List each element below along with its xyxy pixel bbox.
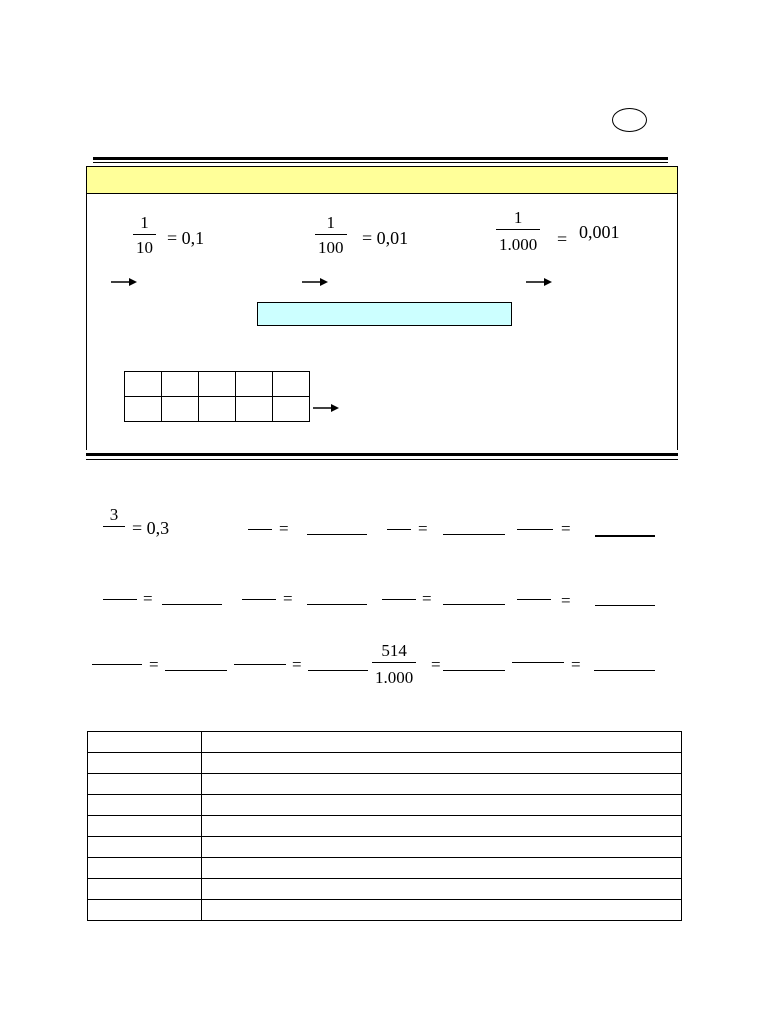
table-row	[88, 795, 682, 816]
table-cell	[88, 900, 202, 921]
decimal-result: = 0,1	[167, 228, 205, 248]
place-value-grid	[124, 371, 310, 422]
top-rule-thin	[93, 162, 668, 163]
fraction-bar	[517, 599, 551, 600]
grid-cell	[199, 397, 236, 422]
table-cell	[202, 858, 682, 879]
fraction-bar	[242, 599, 276, 600]
equals-sign: =	[418, 519, 428, 538]
table-row	[88, 753, 682, 774]
grid-cell	[162, 372, 199, 397]
arrow-right-icon	[313, 403, 339, 413]
table-row	[88, 837, 682, 858]
table-cell	[202, 900, 682, 921]
equals-sign: =	[279, 519, 289, 538]
table-cell	[88, 732, 202, 753]
answer-line	[307, 604, 367, 605]
fraction-bar	[234, 664, 286, 665]
grid-cell	[273, 397, 310, 422]
fraction-one-thousandth	[496, 209, 540, 253]
table-row	[88, 900, 682, 921]
fraction-numerator: 3	[109, 505, 119, 524]
fraction-numerator: 1	[513, 208, 523, 227]
top-rule-thick	[93, 157, 668, 160]
answer-line	[443, 534, 505, 535]
equals-sign: =	[283, 589, 293, 608]
answer-line	[595, 605, 655, 606]
answer-table	[87, 731, 682, 921]
fraction-bar	[387, 529, 411, 530]
fraction-denominator: 1.000	[499, 235, 538, 254]
fraction-denominator: 1.000	[375, 668, 414, 687]
equals-sign: =	[561, 591, 571, 610]
given-fraction	[372, 642, 416, 686]
table-cell	[202, 879, 682, 900]
equals-sign: =	[292, 655, 302, 674]
table-cell	[88, 858, 202, 879]
arrow-right-icon	[526, 277, 552, 287]
table-cell	[88, 837, 202, 858]
table-cell	[88, 879, 202, 900]
table-cell	[202, 837, 682, 858]
fraction-numerator: 514	[381, 641, 407, 660]
table-row	[125, 397, 310, 422]
table-cell	[88, 753, 202, 774]
grid-cell	[125, 397, 162, 422]
box-bottom-rule-thin	[86, 459, 678, 460]
answer-line	[165, 670, 227, 671]
fraction-one-tenth	[133, 214, 156, 256]
answer-line	[307, 534, 367, 535]
table-cell	[88, 795, 202, 816]
table-row	[88, 774, 682, 795]
grid-cell	[273, 372, 310, 397]
table-cell	[202, 732, 682, 753]
fraction-denominator: 100	[318, 238, 344, 257]
equals-sign: =	[431, 655, 441, 674]
fraction-denominator	[111, 527, 117, 531]
equals-sign: =	[561, 519, 571, 538]
table-row	[88, 732, 682, 753]
table-cell	[202, 795, 682, 816]
table-cell	[88, 774, 202, 795]
equals-sign: =	[143, 589, 153, 608]
fraction-numerator: 1	[326, 213, 335, 232]
decimal-result: 0,001	[579, 222, 620, 242]
decimal-result: = 0,01	[362, 228, 409, 248]
example-fraction	[103, 506, 125, 531]
table-row	[88, 858, 682, 879]
grid-cell	[125, 372, 162, 397]
equals-sign: =	[571, 655, 581, 674]
equals-sign: =	[149, 655, 159, 674]
answer-line	[594, 670, 655, 671]
box-bottom-rule-thick	[86, 453, 678, 456]
equals-sign: =	[557, 229, 568, 249]
grid-cell	[236, 372, 273, 397]
fraction-bar	[92, 664, 142, 665]
fraction-denominator: 10	[136, 238, 153, 257]
table-row	[88, 816, 682, 837]
answer-line	[443, 604, 505, 605]
fraction-numerator: 1	[140, 213, 149, 232]
table-cell	[202, 774, 682, 795]
arrow-right-icon	[111, 277, 137, 287]
table-row	[88, 879, 682, 900]
answer-line	[308, 670, 368, 671]
fraction-bar	[512, 662, 564, 663]
highlight-bar	[257, 302, 512, 326]
page-number-oval	[612, 108, 647, 132]
table-cell	[202, 816, 682, 837]
equals-sign: =	[422, 589, 432, 608]
table-cell	[202, 753, 682, 774]
fraction-bar	[517, 529, 553, 530]
answer-line	[443, 670, 505, 671]
table-cell	[88, 816, 202, 837]
fraction-bar	[103, 599, 137, 600]
fraction-bar	[382, 599, 416, 600]
table-row	[125, 372, 310, 397]
fraction-one-hundredth	[315, 214, 347, 256]
arrow-right-icon	[302, 277, 328, 287]
example-result: = 0,3	[132, 518, 170, 538]
grid-cell	[162, 397, 199, 422]
answer-line	[595, 535, 655, 537]
grid-cell	[199, 372, 236, 397]
theory-header-bar	[86, 166, 678, 194]
fraction-bar	[248, 529, 272, 530]
answer-line	[162, 604, 222, 605]
grid-cell	[236, 397, 273, 422]
